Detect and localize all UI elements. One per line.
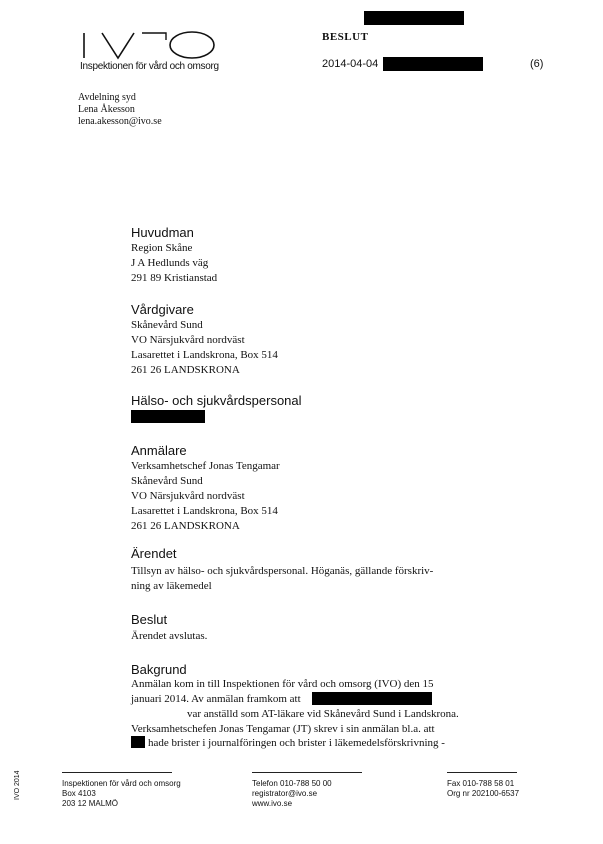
footer-line: 203 12 MALMÖ [62,799,119,808]
anmalare-block [131,459,280,534]
sender-email: lena.akesson@ivo.se [78,116,162,127]
anmalare-line: Skånevård Sund [131,475,203,487]
huvudman-line: J A Hedlunds väg [131,257,209,269]
footer-line: Fax 010-788 58 01 [447,779,515,788]
beslut-block [131,629,207,644]
arendet-block [131,564,433,594]
arendet-line: ning av läkemedel [131,580,212,592]
beslut-heading: Beslut [131,612,168,627]
redaction-box [131,410,205,423]
document-date: 2014-04-04 [322,58,379,70]
footer-line: www.ivo.se [252,799,293,808]
page-number: (6) [530,58,544,70]
logo-name: Inspektionen för vård och omsorg [80,61,219,72]
bakgrund-line: Anmälan kom in till Inspektionen för vård och omsorg (IVO) den 15 [131,678,434,690]
footer-address [62,779,181,809]
arendet-heading: Ärendet [131,546,177,561]
sender-block [78,92,162,128]
vardgivare-line: Lasarettet i Landskrona, Box 514 [131,349,278,361]
side-label: IVO 2014 [14,770,21,800]
vardgivare-line: Skånevård Sund [131,319,203,331]
footer-divider [252,772,362,773]
footer-divider [62,772,172,773]
anmalare-heading: Anmälare [131,443,187,458]
redaction-box [364,11,464,25]
huvudman-heading: Huvudman [131,225,194,240]
document-type: BESLUT [322,31,369,43]
redaction-box [312,692,432,705]
personal-heading: Hälso- och sjukvårdspersonal [131,393,302,408]
redaction-box [383,57,483,71]
bakgrund-line: hade brister i journalföringen och brister i läkemedelsförskrivning - [148,737,445,749]
beslut-line: Ärendet avslutas. [131,630,208,642]
sender-name: Lena Åkesson [78,104,135,115]
bakgrund-line: Verksamhetschefen Jonas Tengamar (JT) skrev i sin anmälan bl.a. att [131,723,435,735]
huvudman-line: Region Skåne [131,242,193,254]
footer-divider [447,772,517,773]
anmalare-line: Lasarettet i Landskrona, Box 514 [131,505,278,517]
ivo-logo [80,30,220,75]
anmalare-line: VO Närsjukvård nordväst [131,490,245,502]
bakgrund-heading: Bakgrund [131,662,187,677]
bakgrund-line: januari 2014. Av anmälan framkom att [131,693,301,705]
footer-contact [252,779,332,809]
redaction-box [131,736,145,748]
vardgivare-block [131,318,278,378]
ivo-logo-letters [80,30,220,60]
footer-registration [447,779,519,799]
huvudman-block [131,241,217,286]
sender-department: Avdelning syd [78,92,136,103]
arendet-line: Tillsyn av hälso- och sjukvårdspersonal. Höganäs, gällande förskriv- [131,565,434,577]
anmalare-line: Verksamhetschef Jonas Tengamar [131,460,280,472]
anmalare-line: 261 26 LANDSKRONA [131,520,240,532]
huvudman-line: 291 89 Kristianstad [131,272,218,284]
footer-line: Inspektionen för vård och omsorg [62,779,181,788]
bakgrund-line: var anställd som AT-läkare vid Skånevård Sund i Landskrona. [187,708,459,720]
footer-line: Org nr 202100-6537 [447,789,520,798]
vardgivare-line: VO Närsjukvård nordväst [131,334,245,346]
footer-line: Box 4103 [62,789,96,798]
footer-line: Telefon 010-788 50 00 [252,779,332,788]
vardgivare-heading: Vårdgivare [131,302,194,317]
vardgivare-line: 261 26 LANDSKRONA [131,364,240,376]
footer-line: registrator@ivo.se [252,789,318,798]
